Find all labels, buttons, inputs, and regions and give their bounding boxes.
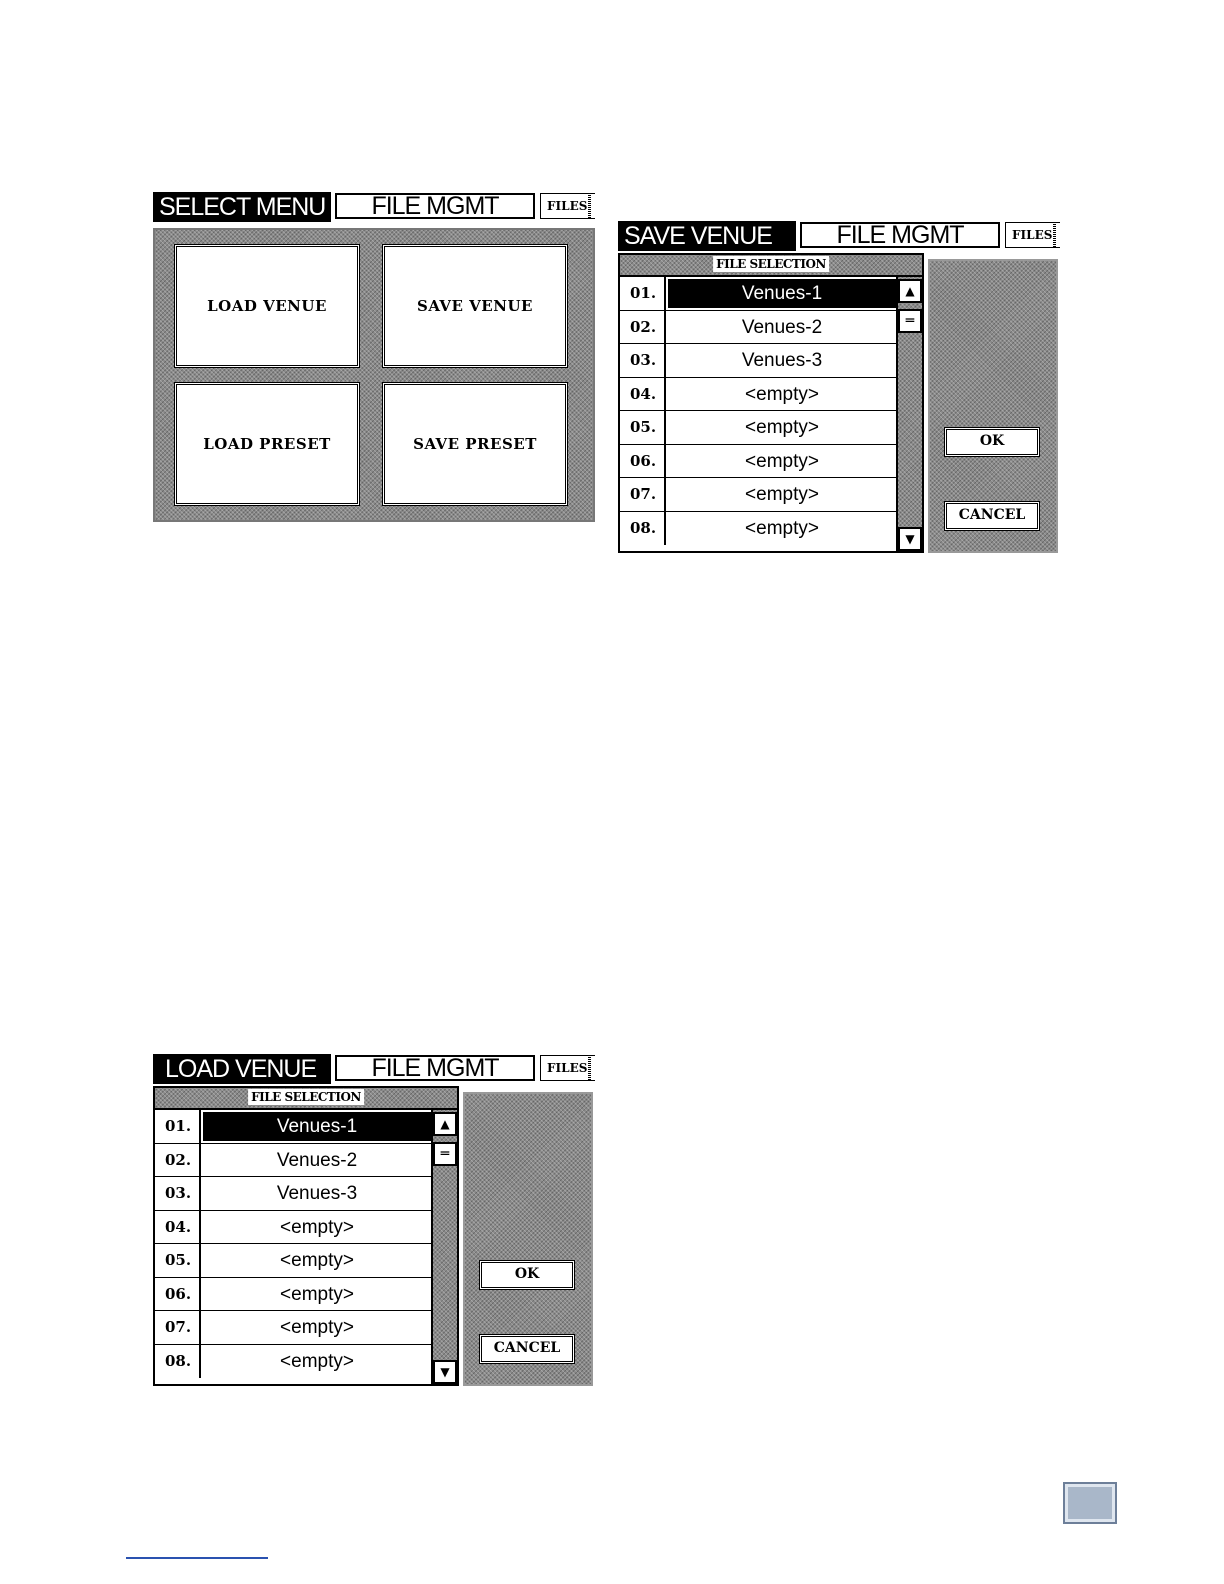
cancel-button[interactable]: CANCEL xyxy=(479,1334,575,1364)
row-number: 04. xyxy=(620,378,666,411)
files-tab[interactable]: FILES xyxy=(540,1055,595,1081)
row-number: 04. xyxy=(155,1211,201,1244)
row-file-name[interactable]: <empty> xyxy=(668,411,898,444)
row-number: 05. xyxy=(620,411,666,444)
row-number: 06. xyxy=(620,445,666,478)
row-file-name[interactable]: Venues-3 xyxy=(203,1177,433,1210)
file-row[interactable] xyxy=(155,1278,457,1312)
row-file-name[interactable]: <empty> xyxy=(668,512,898,546)
files-tab[interactable]: FILES xyxy=(540,193,595,219)
row-file-name[interactable]: Venues-3 xyxy=(668,344,898,377)
list-caption-bar xyxy=(620,255,922,277)
file-row[interactable] xyxy=(620,277,922,311)
triangle-up-icon[interactable]: ▲ xyxy=(898,279,922,303)
file-rows xyxy=(155,1110,457,1378)
section-title: FILE MGMT xyxy=(335,1055,535,1081)
row-number: 07. xyxy=(620,478,666,511)
page-number-box xyxy=(1063,1482,1117,1524)
row-file-name[interactable]: <empty> xyxy=(203,1311,433,1344)
file-row[interactable] xyxy=(155,1144,457,1178)
screen-title: SELECT MENU xyxy=(153,192,331,222)
row-file-name[interactable]: Venues-1 xyxy=(668,279,898,308)
file-row[interactable] xyxy=(620,311,922,345)
load-venue-button[interactable]: LOAD VENUE xyxy=(174,244,360,368)
row-number: 01. xyxy=(620,277,666,310)
file-rows xyxy=(620,277,922,545)
file-row[interactable] xyxy=(620,378,922,412)
row-file-name[interactable]: <empty> xyxy=(668,478,898,511)
file-row[interactable] xyxy=(620,478,922,512)
grip-lines-icon[interactable]: ═ xyxy=(433,1142,457,1166)
scrollbar[interactable] xyxy=(431,1110,457,1384)
file-selection-list xyxy=(153,1086,459,1386)
row-file-name[interactable]: Venues-2 xyxy=(203,1144,433,1177)
row-number: 07. xyxy=(155,1311,201,1344)
file-selection-list xyxy=(618,253,924,553)
file-row[interactable] xyxy=(155,1345,457,1379)
file-row[interactable] xyxy=(155,1177,457,1211)
row-number: 08. xyxy=(155,1345,201,1379)
action-panel xyxy=(463,1092,593,1386)
ok-button[interactable]: OK xyxy=(479,1260,575,1290)
file-row[interactable] xyxy=(155,1244,457,1278)
row-file-name[interactable]: <empty> xyxy=(668,378,898,411)
file-row[interactable] xyxy=(620,512,922,546)
save-venue-button[interactable]: SAVE VENUE xyxy=(382,244,568,368)
grip-lines-icon[interactable]: ═ xyxy=(898,309,922,333)
list-caption-bar xyxy=(155,1088,457,1110)
row-number: 03. xyxy=(155,1177,201,1210)
row-number: 02. xyxy=(620,311,666,344)
file-selection-caption: FILE SELECTION xyxy=(713,256,829,272)
row-number: 01. xyxy=(155,1110,201,1143)
files-tab[interactable]: FILES xyxy=(1005,222,1060,248)
row-file-name[interactable]: Venues-1 xyxy=(203,1112,433,1141)
row-file-name[interactable]: Venues-2 xyxy=(668,311,898,344)
row-file-name[interactable]: <empty> xyxy=(203,1345,433,1379)
row-file-name[interactable]: <empty> xyxy=(203,1244,433,1277)
row-number: 05. xyxy=(155,1244,201,1277)
section-title: FILE MGMT xyxy=(800,222,1000,248)
load-preset-button[interactable]: LOAD PRESET xyxy=(174,382,360,506)
row-number: 08. xyxy=(620,512,666,546)
select-menu-screen xyxy=(153,192,595,524)
row-file-name[interactable]: <empty> xyxy=(668,445,898,478)
triangle-up-icon[interactable]: ▲ xyxy=(433,1112,457,1136)
save-venue-screen xyxy=(618,221,1060,553)
file-row[interactable] xyxy=(620,445,922,479)
file-row[interactable] xyxy=(155,1110,457,1144)
triangle-down-icon[interactable]: ▼ xyxy=(433,1360,457,1384)
save-preset-button[interactable]: SAVE PRESET xyxy=(382,382,568,506)
row-file-name[interactable]: <empty> xyxy=(203,1278,433,1311)
file-row[interactable] xyxy=(620,344,922,378)
load-venue-screen xyxy=(153,1054,595,1386)
screen-title: SAVE VENUE xyxy=(618,221,796,251)
section-title: FILE MGMT xyxy=(335,193,535,219)
footer-rule xyxy=(126,1557,268,1559)
file-row[interactable] xyxy=(155,1311,457,1345)
screen-header xyxy=(618,221,1060,251)
screen-title: LOAD VENUE xyxy=(153,1054,331,1084)
row-file-name[interactable]: <empty> xyxy=(203,1211,433,1244)
screen-header xyxy=(153,1054,595,1084)
scrollbar[interactable] xyxy=(896,277,922,551)
file-row[interactable] xyxy=(620,411,922,445)
ok-button[interactable]: OK xyxy=(944,427,1040,457)
row-number: 06. xyxy=(155,1278,201,1311)
action-panel xyxy=(928,259,1058,553)
cancel-button[interactable]: CANCEL xyxy=(944,501,1040,531)
menu-panel xyxy=(153,228,595,522)
file-row[interactable] xyxy=(155,1211,457,1245)
row-number: 03. xyxy=(620,344,666,377)
screen-header xyxy=(153,192,595,222)
triangle-down-icon[interactable]: ▼ xyxy=(898,527,922,551)
file-selection-caption: FILE SELECTION xyxy=(248,1089,364,1105)
row-number: 02. xyxy=(155,1144,201,1177)
